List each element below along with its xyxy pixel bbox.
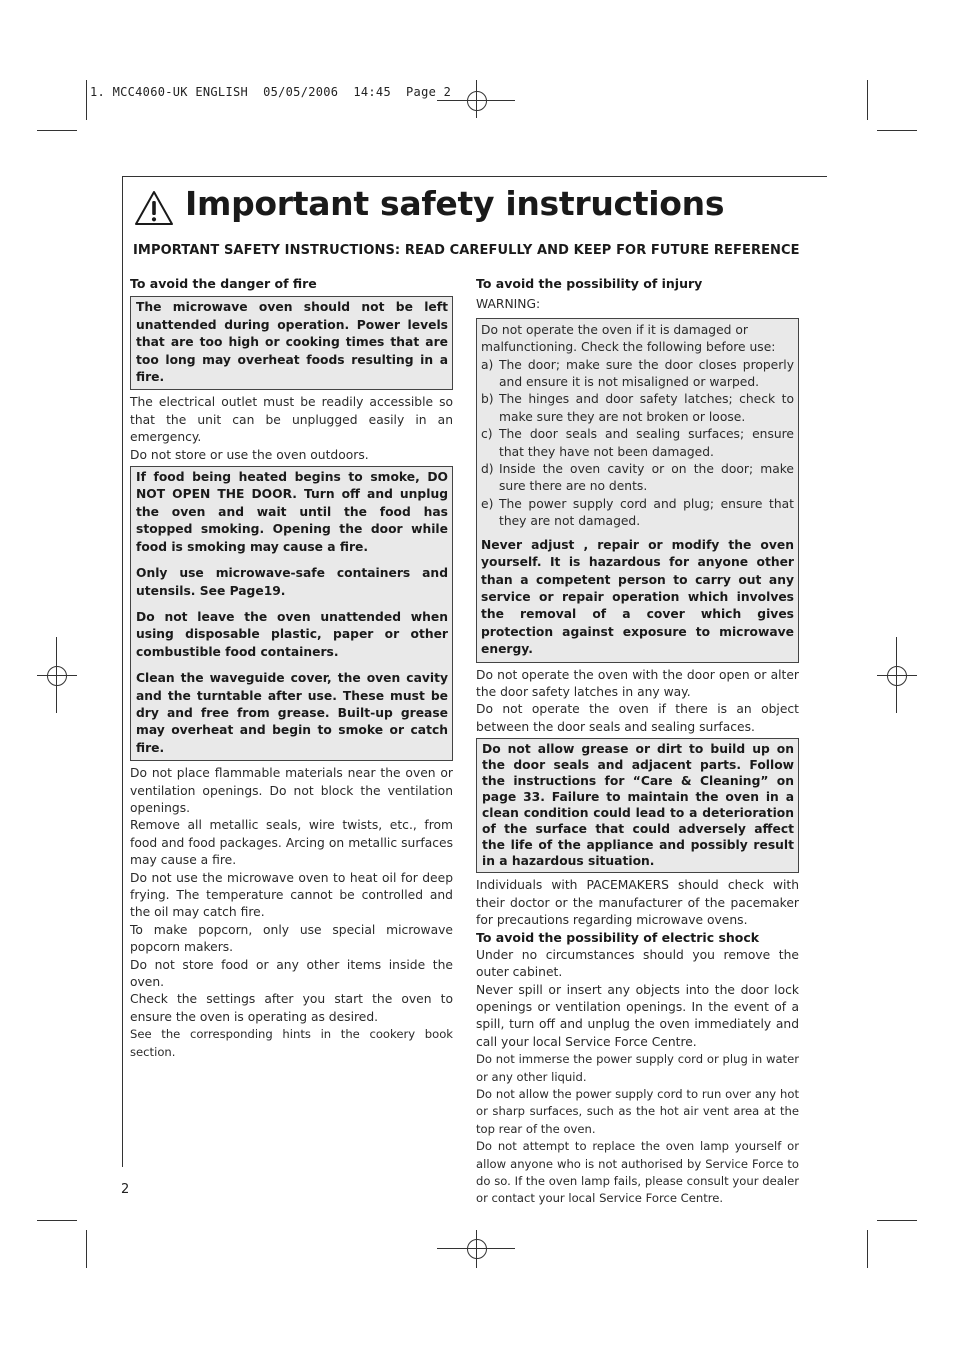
fire-para-outdoors: Do not store or use the oven outdoors.: [130, 447, 369, 462]
registration-line-bottom-v: [476, 1230, 477, 1268]
right-column: [476, 275, 799, 1208]
registration-line-right-h: [877, 675, 917, 676]
registration-mark-top: [467, 91, 487, 111]
list-letter: b): [481, 392, 494, 407]
left-column: [130, 275, 453, 1061]
crop-mark-bottom-right-v: [867, 1230, 868, 1268]
registration-mark-right: [887, 666, 907, 686]
registration-line-left-h: [37, 675, 77, 676]
fire-para: Do not place flammable materials near the oven or ventilation openings. Do not block the ventilation openings.: [130, 766, 453, 815]
list-letter: d): [481, 462, 494, 477]
fire-box-1: [130, 296, 453, 390]
list-item: [481, 461, 794, 496]
crop-mark-bottom-left-v: [86, 1230, 87, 1268]
shock-para: Never spill or insert any objects into the door lock openings or ventilation openings. In the event of a spill, turn off and unplug the oven immediately and call your local Service Force Centre.: [476, 982, 799, 1049]
fire-box-2-text-1: If food being heated begins to smoke, DO NOT OPEN THE DOOR. Turn off and unplug the oven and wait until the food has stopped smoking. Opening the door while food is smoking may cause a fire.: [136, 470, 448, 554]
crop-mark-top-left-v: [86, 80, 87, 120]
list-letter: a): [481, 357, 494, 372]
grease-box-text: Do not allow grease or dirt to build up on the door seals and adjacent parts. Follow the instructions for “Care & Cleaning” on page 33. Failure to maintain the oven in a clean condition could lead to a deterioration of the surface that could adversely affect the life of the appliance and possibly result in a hazardous situation.: [482, 742, 794, 869]
registration-mark-left: [47, 666, 67, 686]
crop-mark-bottom-left-h: [37, 1220, 77, 1221]
check-list: [481, 357, 794, 531]
page-number: 2: [121, 1182, 130, 1197]
fire-box-2-text-4: Clean the waveguide cover, the oven cavity and the turntable after use. These must be dry and free from grease. Built-up grease may overheat and begin to smoke or catch fire.: [136, 671, 448, 755]
list-text: Inside the oven cavity or on the door; make sure there are no dents.: [499, 462, 794, 494]
fire-box-1-text: The microwave oven should not be left unattended during operation. Power levels that are too high or cooking times that are too long may overheat foods resulting in a fire.: [136, 300, 448, 385]
fire-para: Do not use the microwave oven to heat oil for deep frying. The temperature cannot be controlled and the oil may catch fire.: [130, 870, 453, 920]
injury-heading: To avoid the possibility of injury: [476, 276, 703, 291]
warning-label: WARNING:: [476, 297, 541, 312]
injury-para-object: Do not operate the oven if there is an object between the door seals and sealing surfaces.: [476, 702, 799, 734]
fire-para: Check the settings after you start the oven to ensure the oven is operating as desired.: [130, 992, 453, 1024]
fire-box-2-text-3: Do not leave the oven unattended when using disposable plastic, paper or other combustible food containers.: [136, 609, 448, 659]
fire-para: Remove all metallic seals, wire twists, etc., from food and food packages. Arcing on metallic surfaces may cause a fire.: [130, 818, 453, 868]
list-item: [481, 357, 794, 392]
warning-bold-text: Never adjust , repair or modify the oven yourself. It is hazardous for anyone other than a competent person to carry out any service or repair operation which involves the removal of a cover which gives protection against exposure to microwave energy.: [481, 537, 794, 657]
fire-para: See the corresponding hints in the cookery book section.: [130, 1027, 453, 1059]
print-slug: 1. MCC4060-UK ENGLISH 05/05/2006 14:45 Page 2: [90, 85, 452, 99]
crop-mark-top-right-v: [867, 80, 868, 120]
fire-para-outlet: The electrical outlet must be readily accessible so that the unit can be unplugged easily in an emergency.: [130, 395, 453, 445]
crop-mark-top-right-h: [877, 130, 917, 131]
fire-para: To make popcorn, only use special microwave popcorn makers.: [130, 922, 453, 955]
list-item: [481, 391, 794, 426]
injury-para-door: Do not operate the oven with the door open or alter the door safety latches in any way.: [476, 667, 799, 699]
list-text: The hinges and door safety latches; check to make sure they are not broken or loose.: [499, 392, 794, 424]
list-item: [481, 426, 794, 461]
registration-line-left-v: [56, 637, 57, 713]
shock-heading: To avoid the possibility of electric shock: [476, 930, 760, 946]
registration-line-top-v: [476, 80, 477, 118]
shock-para: Do not immerse the power supply cord or plug in water or any other liquid.: [476, 1052, 799, 1084]
page-subheading: IMPORTANT SAFETY INSTRUCTIONS: READ CAREFULLY AND KEEP FOR FUTURE REFERENCE: [133, 243, 800, 258]
list-text: The door; make sure the door closes properly and ensure it is not misaligned or warped.: [499, 357, 794, 390]
warning-lead: Do not operate the oven if it is damaged or malfunctioning. Check the following before use:: [481, 322, 776, 355]
crop-mark-bottom-right-h: [877, 1220, 917, 1221]
fire-heading: To avoid the danger of fire: [130, 276, 317, 291]
fire-box-2-text-2: Only use microwave-safe containers and utensils. See Page19.: [136, 566, 448, 598]
list-text: The door seals and sealing surfaces; ensure that they have not been damaged.: [499, 427, 794, 459]
list-letter: e): [481, 496, 494, 511]
registration-mark-bottom: [467, 1239, 487, 1259]
pacemaker-para: Individuals with PACEMAKERS should check with their doctor or the manufacturer of the pacemaker for precautions regarding microwave ovens.: [476, 878, 799, 927]
warning-triangle-icon: [134, 190, 174, 226]
page-title: Important safety instructions: [185, 184, 725, 223]
fire-para: Do not store food or any other items inside the oven.: [130, 957, 453, 990]
shock-para: Do not allow the power supply cord to run over any hot or sharp surfaces, such as the hot air vent area at the top rear of the oven.: [476, 1087, 799, 1136]
registration-line-right-v: [896, 637, 897, 713]
grease-box: [476, 738, 799, 873]
shock-para: Under no circumstances should you remove the outer cabinet.: [476, 947, 799, 980]
crop-mark-top-left-h: [37, 130, 77, 131]
warning-box: [476, 318, 799, 663]
list-item: [481, 496, 794, 531]
shock-para: Do not attempt to replace the oven lamp yourself or allow anyone who is not authorised by Service Force to do so. If the oven lamp fails, please consult your dealer or contact your local Service Force Centre.: [476, 1139, 799, 1206]
list-text: The power supply cord and plug; ensure that they are not damaged.: [499, 496, 794, 529]
list-letter: c): [481, 427, 493, 442]
fire-box-2: [130, 466, 453, 761]
